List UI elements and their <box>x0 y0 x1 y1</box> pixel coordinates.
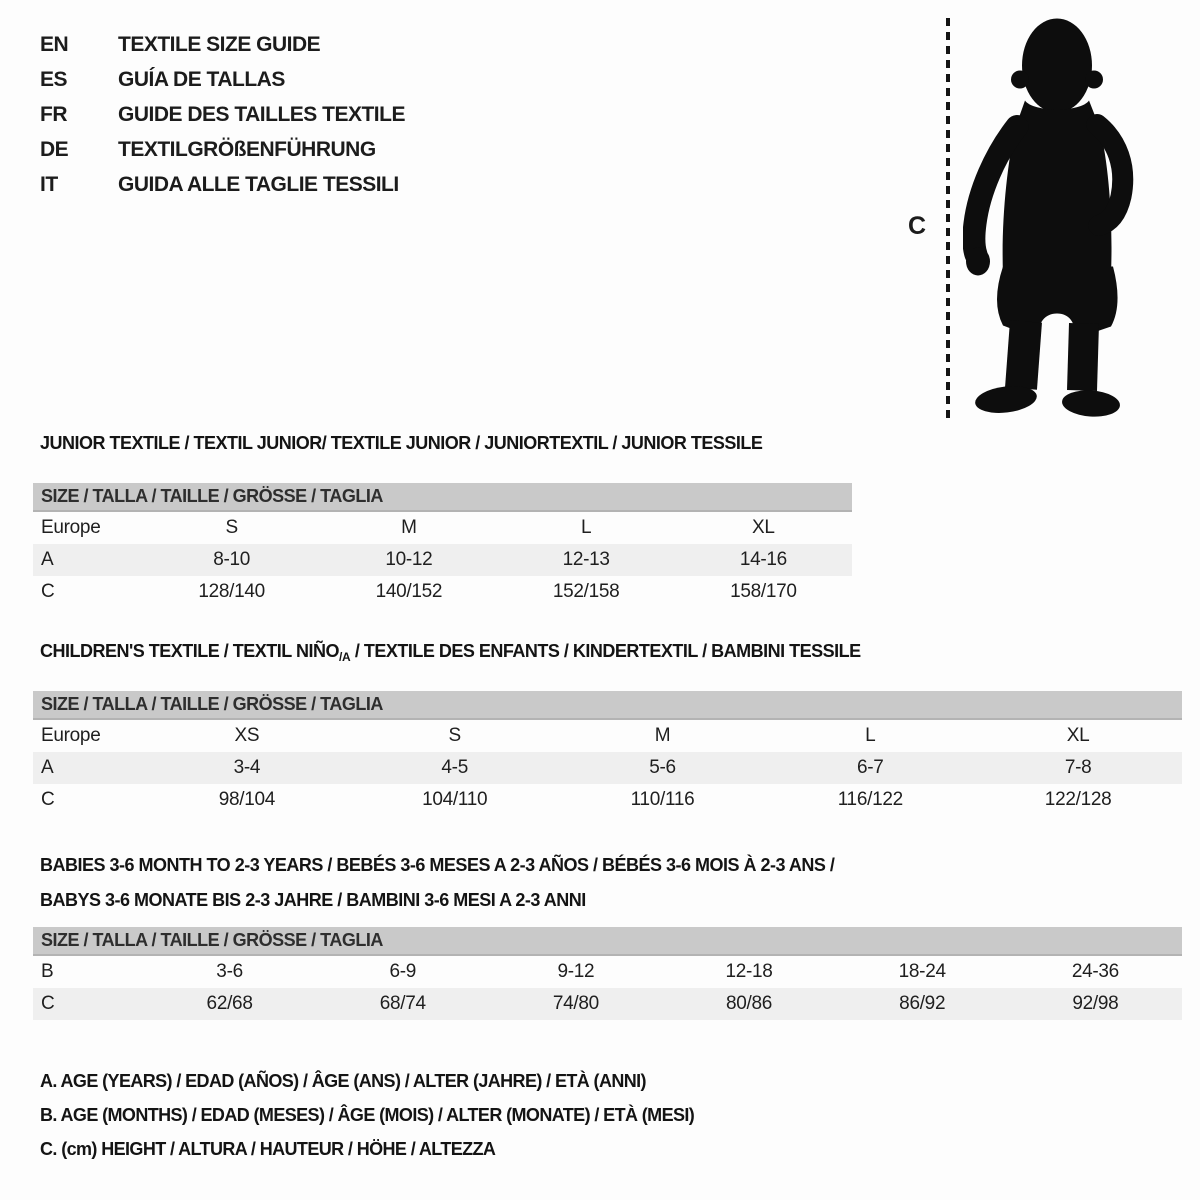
size-header-bar-children: SIZE / TALLA / TAILLE / GRÖSSE / TAGLIA <box>33 691 1182 720</box>
language-label: TEXTILGRÖßENFÜHRUNG <box>118 137 376 161</box>
size-cell: 110/116 <box>630 789 695 810</box>
size-cell: L <box>580 517 592 538</box>
language-row-en <box>40 27 405 62</box>
section-title-junior: JUNIOR TEXTILE / TEXTIL JUNIOR/ TEXTILE JUNIOR / JUNIORTEXTIL / JUNIOR TESSILE <box>40 433 763 453</box>
size-cell: 3-6 <box>216 961 243 982</box>
size-cell: S <box>448 725 461 746</box>
size-cell: 7-8 <box>1064 757 1092 778</box>
size-table-row <box>33 720 1182 752</box>
size-cell: 92/98 <box>1072 993 1119 1014</box>
size-cell: 6-9 <box>389 961 417 982</box>
language-code: FR <box>40 102 67 126</box>
legend-line-c: C. (cm) HEIGHT / ALTURA / HAUTEUR / HÖHE / ALTEZZA <box>40 1139 496 1159</box>
size-table-row <box>33 988 1182 1020</box>
size-cell: XS <box>234 725 260 746</box>
size-cell: 12-13 <box>562 549 610 570</box>
size-cell: 116/122 <box>837 789 903 810</box>
size-cell: 62/68 <box>206 993 253 1014</box>
size-table-row <box>33 784 1182 816</box>
language-label: TEXTILE SIZE GUIDE <box>118 32 321 56</box>
size-cell: 122/128 <box>1044 789 1112 810</box>
size-cell: 80/86 <box>726 993 773 1014</box>
size-cell: XL <box>752 517 775 538</box>
size-header-bar-babies: SIZE / TALLA / TAILLE / GRÖSSE / TAGLIA <box>33 927 1182 956</box>
size-table-babies <box>33 956 1182 1020</box>
language-code: IT <box>40 172 58 196</box>
language-label: GUIDE DES TAILLES TEXTILE <box>118 102 405 126</box>
section-title-babies <box>40 848 834 918</box>
size-cell: 8-10 <box>213 549 251 570</box>
size-cell: 158/170 <box>730 581 797 602</box>
size-cell: 140/152 <box>375 581 443 602</box>
title-line-2: BABYS 3-6 MONATE BIS 2-3 JAHRE / BAMBINI 3-6 MESI A 2-3 ANNI <box>40 890 586 910</box>
title-line-1: BABIES 3-6 MONTH TO 2-3 YEARS / BEBÉS 3-6 MESES A 2-3 AÑOS / BÉBÉS 3-6 MOIS À 2-3 ANS / <box>40 855 835 875</box>
language-row-fr <box>40 97 405 132</box>
size-cell: 24-36 <box>1071 961 1119 982</box>
size-cell: XL <box>1066 725 1090 746</box>
language-code: EN <box>40 32 69 56</box>
title-text: CHILDREN'S TEXTILE / TEXTIL NIÑO <box>40 641 339 661</box>
size-cell: M <box>401 517 417 538</box>
row-label: A <box>41 549 54 570</box>
row-label: C <box>41 581 55 602</box>
size-cell: 3-4 <box>233 757 261 778</box>
row-label: Europe <box>41 517 101 538</box>
size-cell: M <box>654 725 671 746</box>
size-cell: 5-6 <box>649 757 676 778</box>
size-table-row <box>33 544 852 576</box>
size-cell: 14-16 <box>739 549 787 570</box>
size-cell: 98/104 <box>218 789 276 810</box>
language-row-es <box>40 62 405 97</box>
row-label: B <box>41 961 54 982</box>
language-label: GUIDA ALLE TAGLIE TESSILI <box>118 172 399 196</box>
legend-line-a: A. AGE (YEARS) / EDAD (AÑOS) / ÂGE (ANS) / ALTER (JAHRE) / ETÀ (ANNI) <box>40 1071 646 1091</box>
size-cell: 104/110 <box>422 789 488 810</box>
size-table-row <box>33 576 852 608</box>
size-table-row <box>33 752 1182 784</box>
row-label: A <box>41 757 54 778</box>
row-label: C <box>41 789 55 810</box>
row-label: Europe <box>41 725 101 746</box>
size-cell: 4-5 <box>441 757 468 778</box>
size-cell: S <box>225 517 238 538</box>
size-table-children <box>33 720 1182 816</box>
size-table-junior <box>33 512 852 608</box>
language-code: ES <box>40 67 68 91</box>
height-measure-label: C <box>908 212 927 240</box>
title-text: / TEXTILE DES ENFANTS / KINDERTEXTIL / BAMBINI TESSILE <box>350 641 861 661</box>
size-cell: 128/140 <box>198 581 265 602</box>
section-title-children <box>40 641 861 664</box>
language-list <box>40 27 405 202</box>
size-cell: 10-12 <box>385 549 433 570</box>
measurement-legend <box>40 1064 694 1166</box>
legend-line-b: B. AGE (MONTHS) / EDAD (MESES) / ÂGE (MOIS) / ALTER (MONATE) / ETÀ (MESI) <box>40 1105 695 1125</box>
language-label: GUÍA DE TALLAS <box>118 67 285 91</box>
size-table-row <box>33 512 852 544</box>
height-measure-line <box>946 18 950 418</box>
size-cell: 152/158 <box>552 581 620 602</box>
size-cell: 6-7 <box>857 757 884 778</box>
toddler-silhouette-icon <box>963 15 1135 421</box>
size-table-row <box>33 956 1182 988</box>
size-cell: 12-18 <box>725 961 773 982</box>
row-label: C <box>41 993 55 1014</box>
language-row-it <box>40 167 405 202</box>
size-header-bar-junior: SIZE / TALLA / TAILLE / GRÖSSE / TAGLIA <box>33 483 852 512</box>
language-code: DE <box>40 137 69 161</box>
size-cell: 68/74 <box>379 993 426 1014</box>
size-cell: 86/92 <box>899 993 946 1014</box>
title-subscript: /A <box>338 650 351 664</box>
size-cell: 9-12 <box>557 961 595 982</box>
language-row-de <box>40 132 405 167</box>
size-cell: L <box>865 725 876 746</box>
size-cell: 74/80 <box>552 993 599 1014</box>
size-cell: 18-24 <box>898 961 946 982</box>
